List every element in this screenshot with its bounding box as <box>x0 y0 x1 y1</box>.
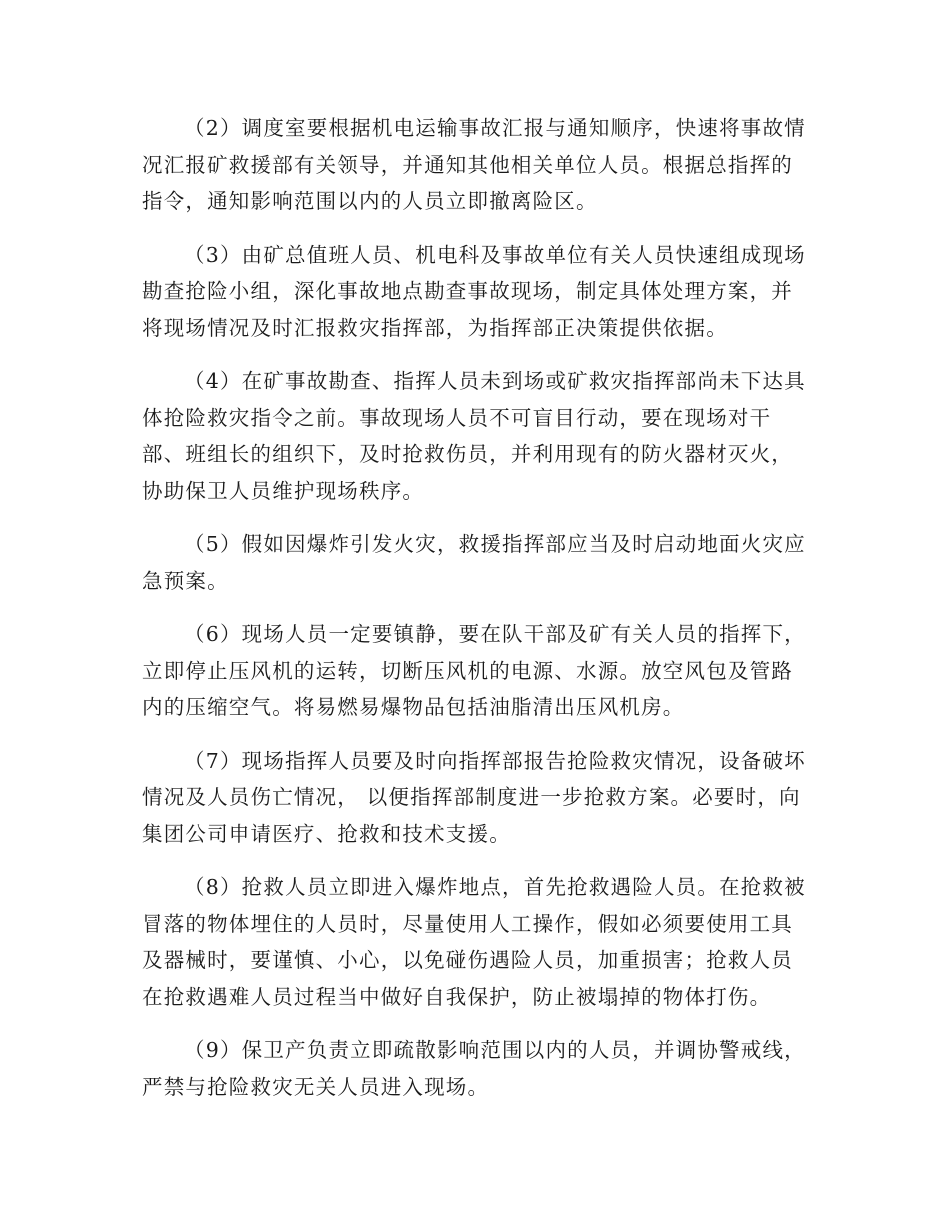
text-line: （9）保卫产负责立即疏散影响范围以内的人员，并调协警戒线， <box>184 1038 806 1062</box>
paragraph-4 <box>142 363 808 509</box>
text-line: 体抢险救灾指令之前。事故现场人员不可盲目行动，要在现场对干 <box>142 405 772 430</box>
text-line: 勘查抢险小组，深化事故地点勘查事故现场，制定具体处理方案，并 <box>142 279 793 303</box>
text-line: 情况及人员伤亡情况， 以便指挥部制度进一步抢救方案。必要时，向 <box>142 785 801 809</box>
text-line: 内的压缩空气。将易燃易爆物品包括油脂清出压风机房。 <box>142 695 685 719</box>
text-line: 指令，通知影响范围以内的人员立即撤离险区。 <box>142 189 598 213</box>
paragraph-9 <box>142 1032 808 1105</box>
text-line: 集团公司申请医疗、抢救和技术支援。 <box>142 821 511 846</box>
text-line: 部、班组长的组织下，及时抢救伤员，并利用现有的防火器材灭火， <box>142 442 793 466</box>
text-line: （5）假如因爆炸引发火灾，救援指挥部应当及时启动地面火灾应 <box>184 532 806 556</box>
text-line: （6）现场人员一定要镇静，要在队干部及矿有关人员的指挥下， <box>184 622 806 646</box>
paragraph-6 <box>142 616 808 726</box>
paragraph-3 <box>142 237 808 347</box>
text-line: 协助保卫人员维护现场秩序。 <box>142 478 425 503</box>
text-line: 在抢救遇难人员过程当中做好自我保护，防止被塌掉的物体打伤。 <box>142 984 772 1009</box>
paragraph-8 <box>142 869 808 1015</box>
text-line: 及器械时，要谨慎、小心，以免碰伤遇险人员，加重损害；抢救人员 <box>142 948 793 972</box>
text-line: （3）由矿总值班人员、机电科及事故单位有关人员快速组成现场 <box>184 242 806 267</box>
text-line: 况汇报矿救援部有关领导，并通知其他相关单位人员。根据总指挥的 <box>142 152 793 177</box>
document-body <box>142 110 808 1122</box>
text-line: 急预案。 <box>142 568 229 593</box>
text-line: 立即停止压风机的运转，切断压风机的电源、水源。放空风包及管路 <box>142 658 793 683</box>
text-line: 冒落的物体埋住的人员时，尽量使用人工操作，假如必须要使用工具 <box>142 911 793 936</box>
text-line: （8）抢救人员立即进入爆炸地点，首先抢救遇险人员。在抢救被 <box>184 875 806 899</box>
paragraph-7 <box>142 743 808 853</box>
text-line: 将现场情况及时汇报救灾指挥部，为指挥部正决策提供依据。 <box>142 315 728 340</box>
text-line: （2）调度室要根据机电运输事故汇报与通知顺序，快速将事故情 <box>184 116 806 140</box>
text-line: 严禁与抢险救灾无关人员进入现场。 <box>142 1074 490 1099</box>
paragraph-2 <box>142 110 808 220</box>
paragraph-5 <box>142 526 808 599</box>
text-line: （4）在矿事故勘查、指挥人员未到场或矿救灾指挥部尚未下达具 <box>184 369 806 393</box>
text-line: （7）现场指挥人员要及时向指挥部报告抢险救灾情况，设备破坏 <box>184 748 806 773</box>
